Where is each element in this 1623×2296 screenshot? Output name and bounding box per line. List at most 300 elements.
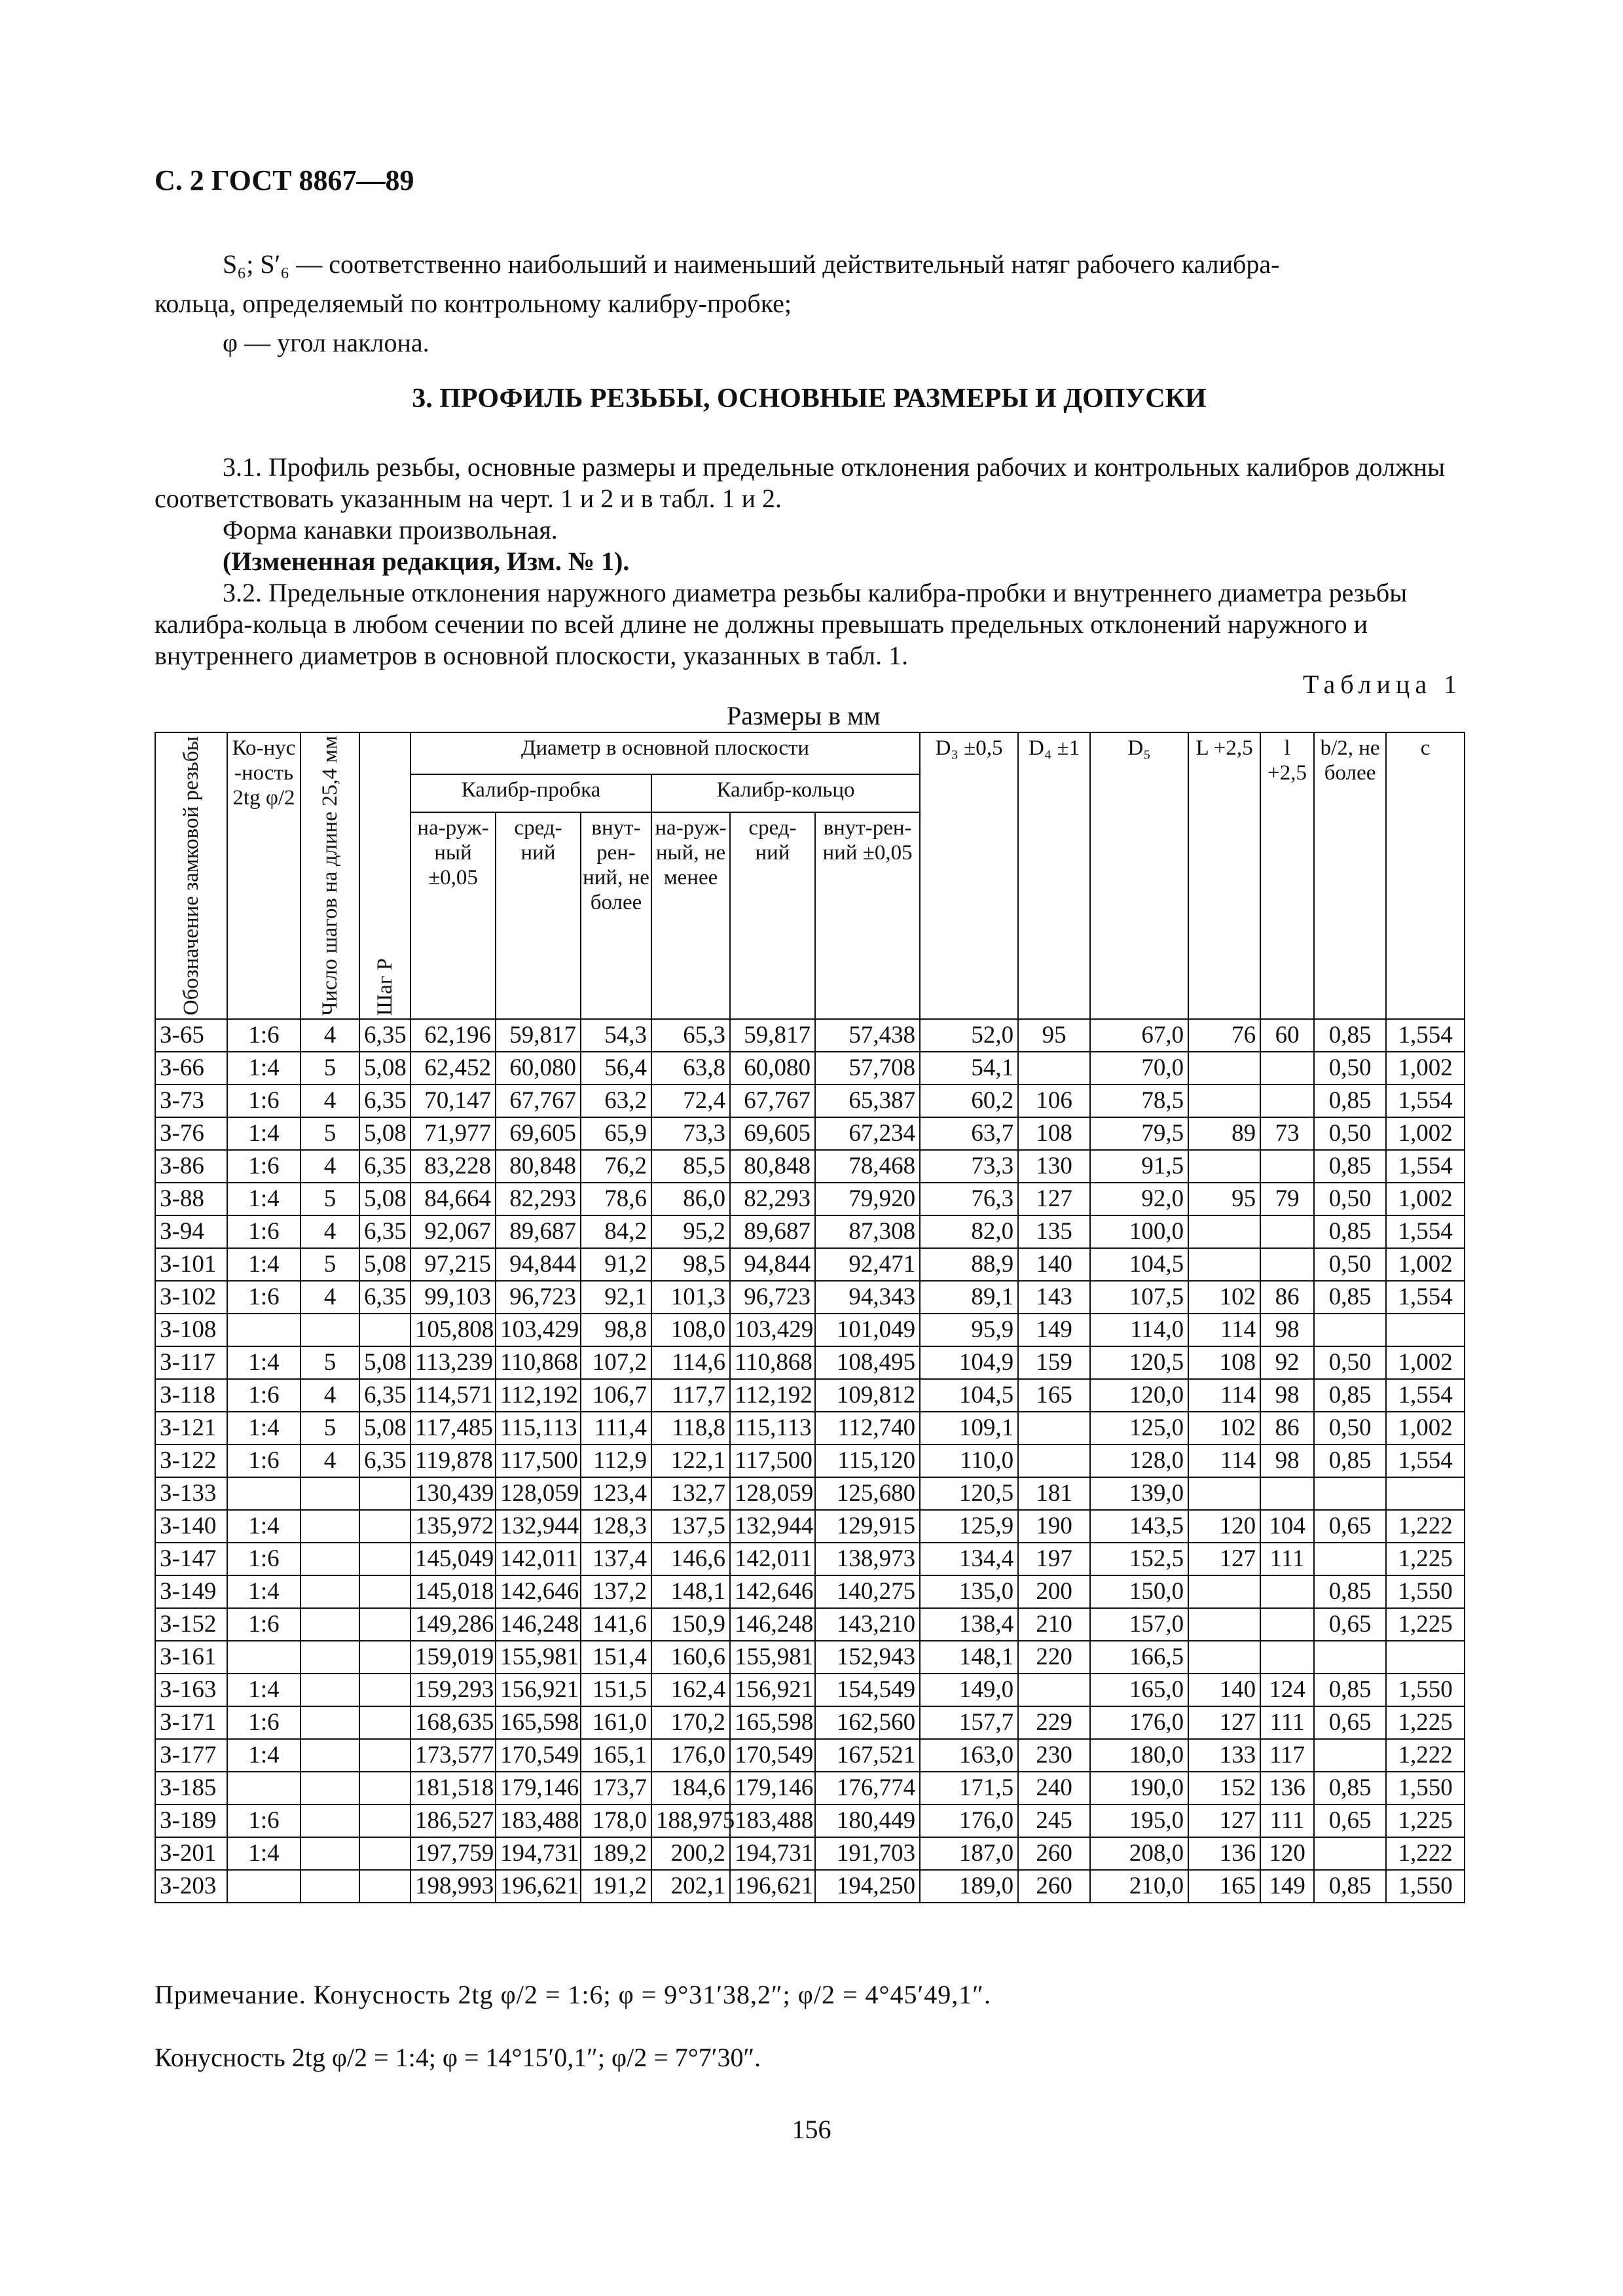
table-row: [155, 1575, 1465, 1608]
cell-plug-mid: 128,059: [496, 1477, 581, 1510]
table-body: [155, 1019, 1465, 1903]
cell-plug-outer: 62,196: [410, 1019, 496, 1052]
cell-plug-inner: 107,2: [581, 1346, 651, 1379]
cell-taper: 1:6: [227, 1150, 301, 1183]
table-row: [155, 1674, 1465, 1706]
cell-designation: З-161: [155, 1641, 227, 1674]
cell-L: [1188, 1215, 1260, 1248]
cell-b: 0,65: [1314, 1706, 1386, 1739]
cell-l: 98: [1260, 1444, 1314, 1477]
cell-c: 1,225: [1386, 1706, 1465, 1739]
cell-d3: 89,1: [920, 1281, 1018, 1314]
cell-plug-outer: 70,147: [410, 1085, 496, 1117]
cell-taper: 1:6: [227, 1019, 301, 1052]
header-l: l +2,5: [1260, 732, 1314, 1019]
page-header: С. 2 ГОСТ 8867—89: [155, 164, 414, 196]
cell-l: 111: [1260, 1543, 1314, 1575]
table-units: Размеры в мм: [727, 701, 881, 730]
cell-d5: 176,0: [1090, 1706, 1188, 1739]
cell-ring-outer: 73,3: [651, 1117, 730, 1150]
cell-d4: 220: [1018, 1641, 1090, 1674]
cell-plug-inner: 151,5: [581, 1674, 651, 1706]
table-row: [155, 1412, 1465, 1444]
cell-taper: 1:6: [227, 1281, 301, 1314]
cell-d3: 187,0: [920, 1837, 1018, 1870]
cell-plug-mid: 112,192: [496, 1379, 581, 1412]
cell-d5: 210,0: [1090, 1870, 1188, 1903]
cell-threads: [301, 1510, 359, 1543]
cell-L: 114: [1188, 1379, 1260, 1412]
cell-ring-outer: 65,3: [651, 1019, 730, 1052]
cell-ring-mid: 179,146: [730, 1772, 815, 1804]
cell-ring-mid: 146,248: [730, 1608, 815, 1641]
cell-L: [1188, 1608, 1260, 1641]
cell-plug-outer: 84,664: [410, 1183, 496, 1215]
cell-d3: 95,9: [920, 1314, 1018, 1346]
cell-d3: 134,4: [920, 1543, 1018, 1575]
cell-d5: 208,0: [1090, 1837, 1188, 1870]
cell-L: 127: [1188, 1543, 1260, 1575]
cell-ring-mid: 112,192: [730, 1379, 815, 1412]
cell-ring-outer: 202,1: [651, 1870, 730, 1903]
cell-plug-outer: 114,571: [410, 1379, 496, 1412]
cell-pitch: [359, 1543, 410, 1575]
cell-d4: 95: [1018, 1019, 1090, 1052]
header-c: c: [1386, 732, 1465, 1019]
cell-ring-mid: 115,113: [730, 1412, 815, 1444]
cell-ring-outer: 146,6: [651, 1543, 730, 1575]
cell-ring-mid: 96,723: [730, 1281, 815, 1314]
cell-taper: 1:4: [227, 1248, 301, 1281]
cell-threads: [301, 1739, 359, 1772]
cell-threads: 4: [301, 1444, 359, 1477]
cell-d4: 108: [1018, 1117, 1090, 1150]
cell-threads: [301, 1837, 359, 1870]
cell-ring-inner: 176,774: [815, 1772, 920, 1804]
cell-d4: 240: [1018, 1772, 1090, 1804]
cell-threads: 4: [301, 1150, 359, 1183]
cell-threads: 4: [301, 1085, 359, 1117]
cell-plug-mid: 103,429: [496, 1314, 581, 1346]
cell-L: 127: [1188, 1706, 1260, 1739]
cell-pitch: [359, 1870, 410, 1903]
definition-phi: φ — угол наклона.: [223, 328, 429, 357]
header-b: b/2, не более: [1314, 732, 1386, 1019]
cell-ring-mid: 59,817: [730, 1019, 815, 1052]
table-row: [155, 1444, 1465, 1477]
cell-ring-outer: 176,0: [651, 1739, 730, 1772]
cell-designation: З-101: [155, 1248, 227, 1281]
header-d4: D₄ ±1: [1018, 732, 1090, 1019]
table-row: [155, 1804, 1465, 1837]
header-plug-outer: на-руж-ный ±0,05: [410, 812, 496, 1019]
cell-c: 1,550: [1386, 1772, 1465, 1804]
cell-d4: 106: [1018, 1085, 1090, 1117]
cell-ring-mid: 170,549: [730, 1739, 815, 1772]
table-1: [155, 732, 1464, 1903]
cell-designation: З-86: [155, 1150, 227, 1183]
cell-ring-mid: 69,605: [730, 1117, 815, 1150]
table-row: [155, 1117, 1465, 1150]
cell-ring-inner: 162,560: [815, 1706, 920, 1739]
cell-c: 1,554: [1386, 1215, 1465, 1248]
table-row: [155, 1150, 1465, 1183]
cell-d4: 200: [1018, 1575, 1090, 1608]
cell-ring-outer: 200,2: [651, 1837, 730, 1870]
cell-d3: 171,5: [920, 1772, 1018, 1804]
cell-d3: 104,9: [920, 1346, 1018, 1379]
cell-l: 86: [1260, 1412, 1314, 1444]
cell-ring-inner: 79,920: [815, 1183, 920, 1215]
cell-c: 1,222: [1386, 1739, 1465, 1772]
cell-plug-mid: 183,488: [496, 1804, 581, 1837]
cell-b: [1314, 1739, 1386, 1772]
cell-l: 73: [1260, 1117, 1314, 1150]
cell-plug-inner: 91,2: [581, 1248, 651, 1281]
cell-c: 1,225: [1386, 1543, 1465, 1575]
cell-ring-inner: 108,495: [815, 1346, 920, 1379]
cell-ring-mid: 165,598: [730, 1706, 815, 1739]
cell-L: 102: [1188, 1412, 1260, 1444]
cell-d3: 54,1: [920, 1052, 1018, 1085]
cell-designation: З-203: [155, 1870, 227, 1903]
cell-plug-mid: 67,767: [496, 1085, 581, 1117]
cell-l: 98: [1260, 1379, 1314, 1412]
cell-taper: 1:6: [227, 1608, 301, 1641]
cell-d3: 73,3: [920, 1150, 1018, 1183]
section-title: 3. ПРОФИЛЬ РЕЗЬБЫ, ОСНОВНЫЕ РАЗМЕРЫ И ДОПУСКИ: [412, 384, 1207, 414]
cell-d5: 120,0: [1090, 1379, 1188, 1412]
cell-c: 1,222: [1386, 1837, 1465, 1870]
cell-plug-outer: 135,972: [410, 1510, 496, 1543]
cell-plug-inner: 112,9: [581, 1444, 651, 1477]
cell-d4: 230: [1018, 1739, 1090, 1772]
cell-threads: [301, 1804, 359, 1837]
cell-l: [1260, 1052, 1314, 1085]
cell-d5: 157,0: [1090, 1608, 1188, 1641]
cell-plug-inner: 98,8: [581, 1314, 651, 1346]
table-row: [155, 1346, 1465, 1379]
cell-designation: З-73: [155, 1085, 227, 1117]
cell-l: [1260, 1641, 1314, 1674]
cell-designation: З-102: [155, 1281, 227, 1314]
cell-taper: 1:4: [227, 1412, 301, 1444]
cell-d5: 67,0: [1090, 1019, 1188, 1052]
cell-pitch: [359, 1314, 410, 1346]
cell-threads: [301, 1641, 359, 1674]
cell-ring-mid: 194,731: [730, 1837, 815, 1870]
cell-L: 76: [1188, 1019, 1260, 1052]
cell-ring-outer: 85,5: [651, 1150, 730, 1183]
cell-plug-inner: 65,9: [581, 1117, 651, 1150]
cell-taper: [227, 1772, 301, 1804]
cell-pitch: 6,35: [359, 1281, 410, 1314]
amendment-note: (Измененная редакция, Изм. № 1).: [223, 547, 630, 576]
cell-b: 0,50: [1314, 1052, 1386, 1085]
cell-d4: [1018, 1052, 1090, 1085]
cell-L: [1188, 1477, 1260, 1510]
cell-c: 1,225: [1386, 1804, 1465, 1837]
cell-ring-outer: 118,8: [651, 1412, 730, 1444]
cell-b: 0,50: [1314, 1183, 1386, 1215]
cell-d4: 159: [1018, 1346, 1090, 1379]
cell-d4: 260: [1018, 1837, 1090, 1870]
table-label: Таблица 1: [1303, 670, 1463, 699]
cell-c: 1,554: [1386, 1085, 1465, 1117]
cell-L: 140: [1188, 1674, 1260, 1706]
header-ring-inner: внут-рен-ний ±0,05: [815, 812, 920, 1019]
cell-ring-inner: 94,343: [815, 1281, 920, 1314]
cell-ring-mid: 67,767: [730, 1085, 815, 1117]
cell-plug-mid: 89,687: [496, 1215, 581, 1248]
table-row: [155, 1314, 1465, 1346]
header-L: L +2,5: [1188, 732, 1260, 1019]
cell-plug-outer: 119,878: [410, 1444, 496, 1477]
paragraph-3-1: 3.1. Профиль резьбы, основные размеры и предельные отклонения рабочих и контрольных калибров должны соответствовать указанным на черт. 1 и 2 и в табл. 1 и 2.: [155, 452, 1446, 513]
cell-c: 1,002: [1386, 1117, 1465, 1150]
cell-threads: [301, 1870, 359, 1903]
cell-plug-mid: 155,981: [496, 1641, 581, 1674]
cell-plug-outer: 145,018: [410, 1575, 496, 1608]
cell-b: 0,50: [1314, 1412, 1386, 1444]
cell-c: 1,554: [1386, 1281, 1465, 1314]
cell-plug-outer: 149,286: [410, 1608, 496, 1641]
cell-l: 111: [1260, 1706, 1314, 1739]
cell-ring-mid: 155,981: [730, 1641, 815, 1674]
cell-ring-outer: 188,975: [651, 1804, 730, 1837]
cell-d3: 157,7: [920, 1706, 1018, 1739]
table-row: [155, 1379, 1465, 1412]
cell-pitch: 6,35: [359, 1379, 410, 1412]
cell-L: 133: [1188, 1739, 1260, 1772]
header-taper: Ко-нус-ность 2tg φ/2: [227, 732, 301, 1019]
cell-l: 86: [1260, 1281, 1314, 1314]
table-row: [155, 1183, 1465, 1215]
cell-plug-inner: 141,6: [581, 1608, 651, 1641]
cell-pitch: 5,08: [359, 1412, 410, 1444]
cell-threads: 4: [301, 1281, 359, 1314]
cell-d5: 139,0: [1090, 1477, 1188, 1510]
cell-ring-inner: 194,250: [815, 1870, 920, 1903]
cell-threads: [301, 1674, 359, 1706]
cell-ring-inner: 87,308: [815, 1215, 920, 1248]
cell-d3: 125,9: [920, 1510, 1018, 1543]
cell-c: 1,002: [1386, 1248, 1465, 1281]
cell-designation: З-201: [155, 1837, 227, 1870]
cell-plug-outer: 159,019: [410, 1641, 496, 1674]
cell-d4: 229: [1018, 1706, 1090, 1739]
cell-c: [1386, 1314, 1465, 1346]
cell-d3: 148,1: [920, 1641, 1018, 1674]
cell-ring-inner: 57,708: [815, 1052, 920, 1085]
cell-ring-outer: 122,1: [651, 1444, 730, 1477]
header-d5: D₅: [1090, 732, 1188, 1019]
cell-taper: 1:4: [227, 1346, 301, 1379]
cell-ring-inner: 152,943: [815, 1641, 920, 1674]
cell-b: 0,50: [1314, 1248, 1386, 1281]
cell-d4: 210: [1018, 1608, 1090, 1641]
cell-L: 102: [1188, 1281, 1260, 1314]
cell-ring-outer: 150,9: [651, 1608, 730, 1641]
cell-plug-outer: 83,228: [410, 1150, 496, 1183]
cell-taper: 1:6: [227, 1444, 301, 1477]
cell-designation: З-189: [155, 1804, 227, 1837]
cell-l: [1260, 1248, 1314, 1281]
cell-l: 92: [1260, 1346, 1314, 1379]
cell-plug-mid: 142,646: [496, 1575, 581, 1608]
table-row: [155, 1641, 1465, 1674]
cell-plug-inner: 78,6: [581, 1183, 651, 1215]
cell-l: 104: [1260, 1510, 1314, 1543]
cell-ring-outer: 160,6: [651, 1641, 730, 1674]
page-number: 156: [792, 2115, 831, 2144]
cell-plug-inner: 191,2: [581, 1870, 651, 1903]
cell-d5: 79,5: [1090, 1117, 1188, 1150]
cell-ring-outer: 148,1: [651, 1575, 730, 1608]
cell-L: 152: [1188, 1772, 1260, 1804]
cell-plug-inner: 123,4: [581, 1477, 651, 1510]
cell-ring-mid: 183,488: [730, 1804, 815, 1837]
cell-l: 60: [1260, 1019, 1314, 1052]
table-row: [155, 1019, 1465, 1052]
cell-d5: 190,0: [1090, 1772, 1188, 1804]
cell-designation: З-133: [155, 1477, 227, 1510]
cell-plug-outer: 186,527: [410, 1804, 496, 1837]
cell-l: [1260, 1150, 1314, 1183]
cell-plug-outer: 168,635: [410, 1706, 496, 1739]
note-taper-1-6: Примечание. Конусность 2tg φ/2 = 1:6; φ = 9°31′38,2″; φ/2 = 4°45′49,1″.: [155, 1980, 991, 2009]
cell-b: [1314, 1837, 1386, 1870]
cell-b: 0,85: [1314, 1281, 1386, 1314]
cell-threads: 4: [301, 1215, 359, 1248]
cell-taper: [227, 1314, 301, 1346]
cell-d3: 149,0: [920, 1674, 1018, 1706]
cell-plug-inner: 54,3: [581, 1019, 651, 1052]
cell-d3: 110,0: [920, 1444, 1018, 1477]
cell-threads: [301, 1477, 359, 1510]
table-row: [155, 1510, 1465, 1543]
cell-plug-inner: 178,0: [581, 1804, 651, 1837]
cell-d4: [1018, 1674, 1090, 1706]
cell-designation: З-177: [155, 1739, 227, 1772]
cell-pitch: 6,35: [359, 1150, 410, 1183]
cell-ring-inner: 125,680: [815, 1477, 920, 1510]
cell-pitch: [359, 1608, 410, 1641]
cell-ring-mid: 82,293: [730, 1183, 815, 1215]
cell-b: 0,85: [1314, 1379, 1386, 1412]
cell-plug-outer: 197,759: [410, 1837, 496, 1870]
cell-b: [1314, 1641, 1386, 1674]
cell-ring-outer: 63,8: [651, 1052, 730, 1085]
cell-taper: 1:4: [227, 1052, 301, 1085]
cell-plug-mid: 132,944: [496, 1510, 581, 1543]
cell-L: 108: [1188, 1346, 1260, 1379]
cell-b: 0,65: [1314, 1608, 1386, 1641]
cell-l: 120: [1260, 1837, 1314, 1870]
cell-d4: 197: [1018, 1543, 1090, 1575]
cell-d4: 260: [1018, 1870, 1090, 1903]
cell-plug-outer: 130,439: [410, 1477, 496, 1510]
cell-L: 95: [1188, 1183, 1260, 1215]
cell-designation: З-122: [155, 1444, 227, 1477]
cell-l: 136: [1260, 1772, 1314, 1804]
cell-d3: 138,4: [920, 1608, 1018, 1641]
paragraph-groove: Форма канавки произвольная.: [223, 515, 558, 545]
cell-ring-inner: 109,812: [815, 1379, 920, 1412]
cell-ring-inner: 92,471: [815, 1248, 920, 1281]
cell-threads: [301, 1314, 359, 1346]
cell-b: 0,85: [1314, 1215, 1386, 1248]
header-plug-inner: внут-рен-ний, не более: [581, 812, 651, 1019]
cell-taper: [227, 1641, 301, 1674]
cell-c: [1386, 1477, 1465, 1510]
table-row: [155, 1215, 1465, 1248]
header-designation: Обозначение замковой резьбы: [155, 732, 227, 1019]
cell-c: 1,222: [1386, 1510, 1465, 1543]
cell-b: 0,85: [1314, 1575, 1386, 1608]
cell-plug-mid: 165,598: [496, 1706, 581, 1739]
cell-taper: 1:6: [227, 1543, 301, 1575]
cell-plug-mid: 117,500: [496, 1444, 581, 1477]
cell-d5: 150,0: [1090, 1575, 1188, 1608]
cell-ring-mid: 80,848: [730, 1150, 815, 1183]
cell-ring-inner: 78,468: [815, 1150, 920, 1183]
table-row: [155, 1870, 1465, 1903]
cell-plug-outer: 92,067: [410, 1215, 496, 1248]
cell-designation: З-121: [155, 1412, 227, 1444]
cell-d3: 120,5: [920, 1477, 1018, 1510]
header-d3: D₃ ±0,5: [920, 732, 1018, 1019]
cell-c: 1,554: [1386, 1150, 1465, 1183]
cell-c: 1,002: [1386, 1346, 1465, 1379]
cell-ring-mid: 89,687: [730, 1215, 815, 1248]
cell-plug-inner: 161,0: [581, 1706, 651, 1739]
header-pitch: Шаг P: [359, 732, 410, 1019]
cell-ring-mid: 94,844: [730, 1248, 815, 1281]
cell-ring-mid: 103,429: [730, 1314, 815, 1346]
cell-pitch: [359, 1575, 410, 1608]
cell-l: [1260, 1477, 1314, 1510]
cell-d4: [1018, 1412, 1090, 1444]
table-row: [155, 1706, 1465, 1739]
header-plug: Калибр-пробка: [410, 774, 651, 812]
cell-ring-inner: 67,234: [815, 1117, 920, 1150]
table-row: [155, 1772, 1465, 1804]
cell-plug-mid: 115,113: [496, 1412, 581, 1444]
cell-pitch: 6,35: [359, 1085, 410, 1117]
cell-plug-mid: 110,868: [496, 1346, 581, 1379]
cell-d3: 82,0: [920, 1215, 1018, 1248]
cell-pitch: [359, 1510, 410, 1543]
cell-b: 0,50: [1314, 1117, 1386, 1150]
cell-plug-inner: 173,7: [581, 1772, 651, 1804]
cell-l: [1260, 1608, 1314, 1641]
cell-threads: 5: [301, 1412, 359, 1444]
cell-ring-outer: 98,5: [651, 1248, 730, 1281]
cell-ring-inner: 138,973: [815, 1543, 920, 1575]
cell-d5: 195,0: [1090, 1804, 1188, 1837]
cell-d5: 70,0: [1090, 1052, 1188, 1085]
table-row: [155, 1543, 1465, 1575]
cell-plug-outer: 113,239: [410, 1346, 496, 1379]
cell-l: 149: [1260, 1870, 1314, 1903]
cell-designation: З-147: [155, 1543, 227, 1575]
cell-c: 1,550: [1386, 1674, 1465, 1706]
cell-d3: 76,3: [920, 1183, 1018, 1215]
cell-plug-inner: 76,2: [581, 1150, 651, 1183]
cell-d5: 125,0: [1090, 1412, 1188, 1444]
cell-d5: 91,5: [1090, 1150, 1188, 1183]
